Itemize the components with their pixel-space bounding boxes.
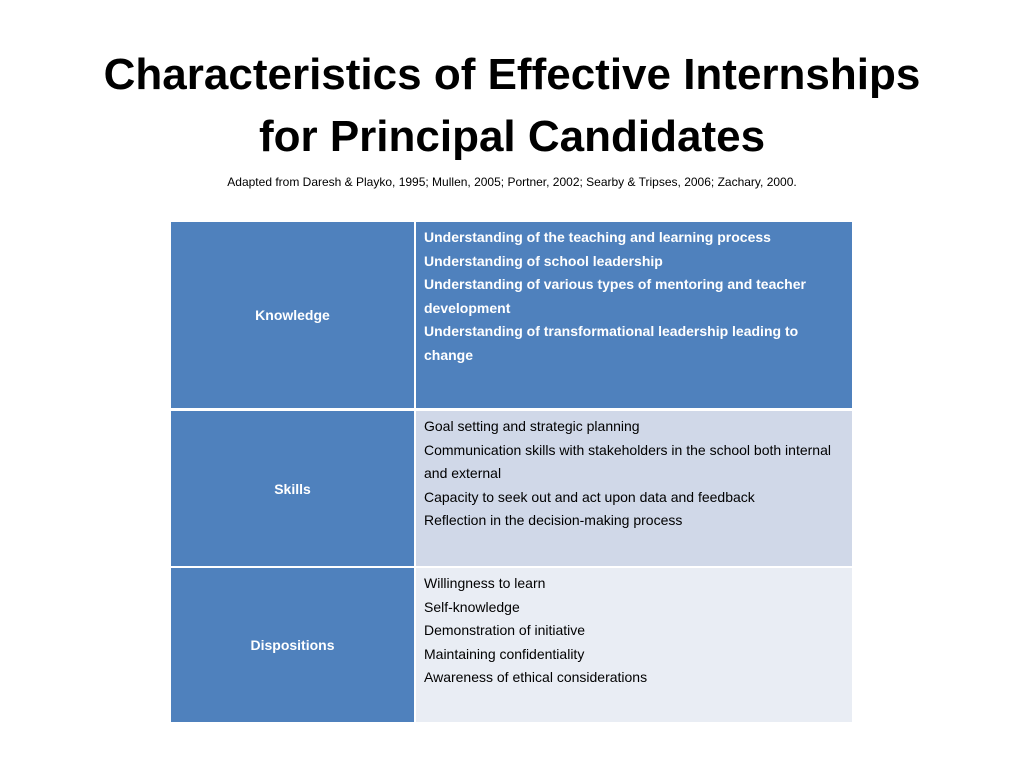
list-item: Reflection in the decision-making process: [424, 512, 683, 528]
row-content-skills: [416, 411, 852, 566]
list-item: Demonstration of initiative: [424, 622, 586, 638]
list-item: Awareness of ethical considerations: [424, 669, 648, 685]
table-row-dispositions: [171, 568, 852, 722]
characteristics-table: [171, 222, 852, 722]
list-item: Willingness to learn: [424, 575, 546, 591]
list-item: Understanding of transformational leadership leading to change: [424, 323, 799, 363]
slide-title: [0, 44, 1024, 168]
row-content-knowledge: [416, 222, 852, 408]
list-item: Communication skills with stakeholders in the school both internal and external: [424, 441, 831, 481]
row-header-skills: Skills: [171, 411, 414, 566]
list-item: Self-knowledge: [424, 598, 520, 615]
list-item: Maintaining confidentiality: [424, 645, 585, 662]
skills-list: [424, 415, 844, 533]
list-item: Understanding of the teaching and learning process: [424, 229, 771, 245]
table-row-skills: [171, 411, 852, 566]
row-header-dispositions: Dispositions: [171, 568, 414, 722]
list-item: Understanding of various types of mentoring and teacher development: [424, 276, 806, 316]
list-item: Goal setting and strategic planning: [424, 418, 640, 434]
list-item: Understanding of school leadership: [424, 252, 663, 269]
list-item: Capacity to seek out and act upon data and feedback: [424, 488, 755, 505]
row-content-dispositions: [416, 568, 852, 722]
slide-title-line-1: Characteristics of Effective Internships: [103, 50, 921, 99]
knowledge-list: [424, 226, 844, 367]
table-row-knowledge: [171, 222, 852, 408]
dispositions-list: [424, 572, 844, 690]
row-header-knowledge: Knowledge: [171, 222, 414, 408]
slide-title-line-2: for Principal Candidates: [258, 112, 766, 161]
citation-subtitle: Adapted from Daresh & Playko, 1995; Mullen, 2005; Portner, 2002; Searby & Tripses, 2006; Zachary, 2000.: [227, 175, 797, 189]
